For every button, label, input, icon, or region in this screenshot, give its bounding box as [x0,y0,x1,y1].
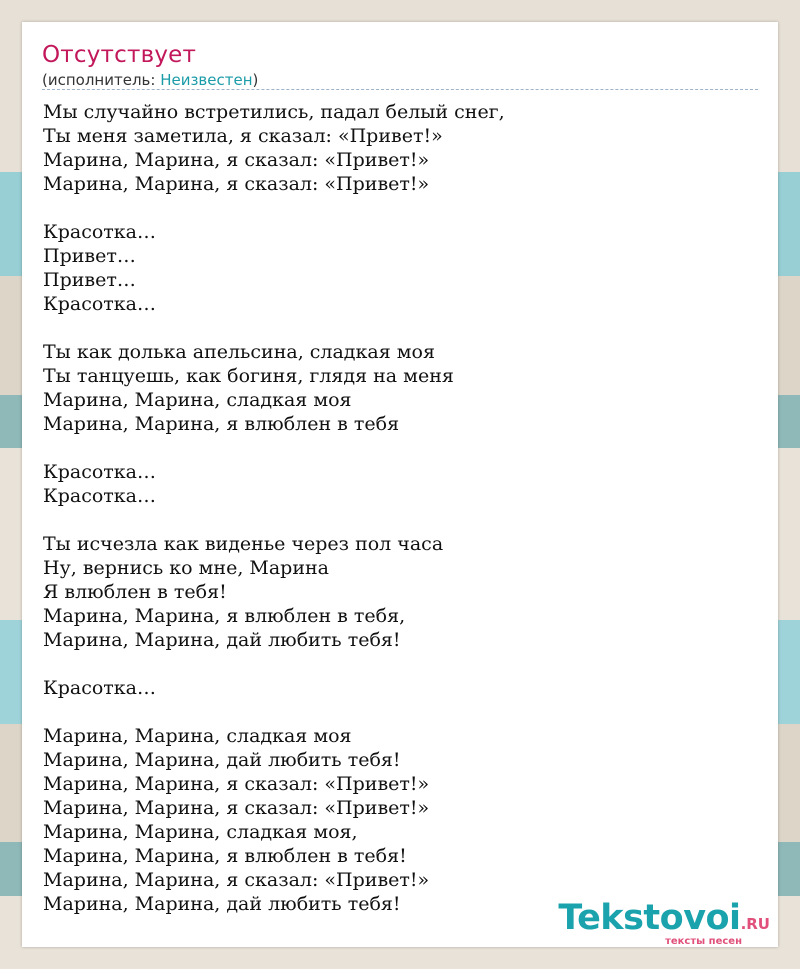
lyrics-stanza [43,220,758,316]
lyrics-stanza [43,724,758,916]
lyrics-line: Красотка… [43,485,156,507]
lyrics-line: Марина, Марина, я влюблен в тебя [43,413,400,435]
lyrics-stanza [43,532,758,652]
artist-link[interactable]: Неизвестен [160,71,253,89]
artist-prefix: (исполнитель: [42,71,161,89]
lyrics-stanza [43,460,758,508]
lyrics-line: Ты танцуешь, как богиня, глядя на меня [43,365,454,387]
lyrics-line: Привет… [43,269,136,291]
lyrics-stanza [43,340,758,436]
lyrics-card [22,22,778,947]
lyrics-line: Ты исчезла как виденье через пол часа [43,533,444,555]
lyrics-line: Марина, Марина, я влюблен в тебя! [43,845,407,867]
site-logo[interactable] [558,900,770,947]
lyrics-line: Мы случайно встретились, падал белый снег, [43,101,505,123]
lyrics-line: Марина, Марина, сладкая моя [43,389,352,411]
lyrics-line: Марина, Марина, дай любить тебя! [43,749,401,771]
lyrics-line: Марина, Марина, сладкая моя [43,725,352,747]
lyrics-line: Красотка… [43,221,156,243]
logo-name: Tekstovoi [558,898,741,938]
lyrics-line: Марина, Марина, я влюблен в тебя, [43,605,406,627]
lyrics-line: Красотка… [43,677,156,699]
lyrics-line: Ты как долька апельсина, сладкая моя [43,341,435,363]
artist-suffix: ) [252,71,259,89]
lyrics-line: Ты меня заметила, я сказал: «Привет!» [43,125,443,147]
lyrics-line: Марина, Марина, дай любить тебя! [43,893,401,915]
lyrics-line: Марина, Марина, дай любить тебя! [43,629,401,651]
lyrics-line: Я влюблен в тебя! [43,581,227,603]
lyrics-line: Марина, Марина, я сказал: «Привет!» [43,797,430,819]
artist-line [42,71,258,89]
lyrics-line: Привет… [43,245,136,267]
title-divider [42,89,758,90]
lyrics-line: Красотка… [43,293,156,315]
lyrics-line: Марина, Марина, я сказал: «Привет!» [43,869,430,891]
lyrics-line: Марина, Марина, я сказал: «Привет!» [43,149,430,171]
logo-tld: .RU [740,915,770,933]
lyrics-text [43,100,758,940]
lyrics-line: Ну, вернись ко мне, Марина [43,557,330,579]
lyrics-stanza [43,676,758,700]
lyrics-line: Красотка… [43,461,156,483]
lyrics-line: Марина, Марина, я сказал: «Привет!» [43,773,430,795]
logo-tagline: тексты песен [665,936,742,947]
lyrics-line: Марина, Марина, я сказал: «Привет!» [43,173,430,195]
song-title: Отсутствует [42,42,197,68]
lyrics-line: Марина, Марина, сладкая моя, [43,821,358,843]
lyrics-stanza [43,100,758,196]
